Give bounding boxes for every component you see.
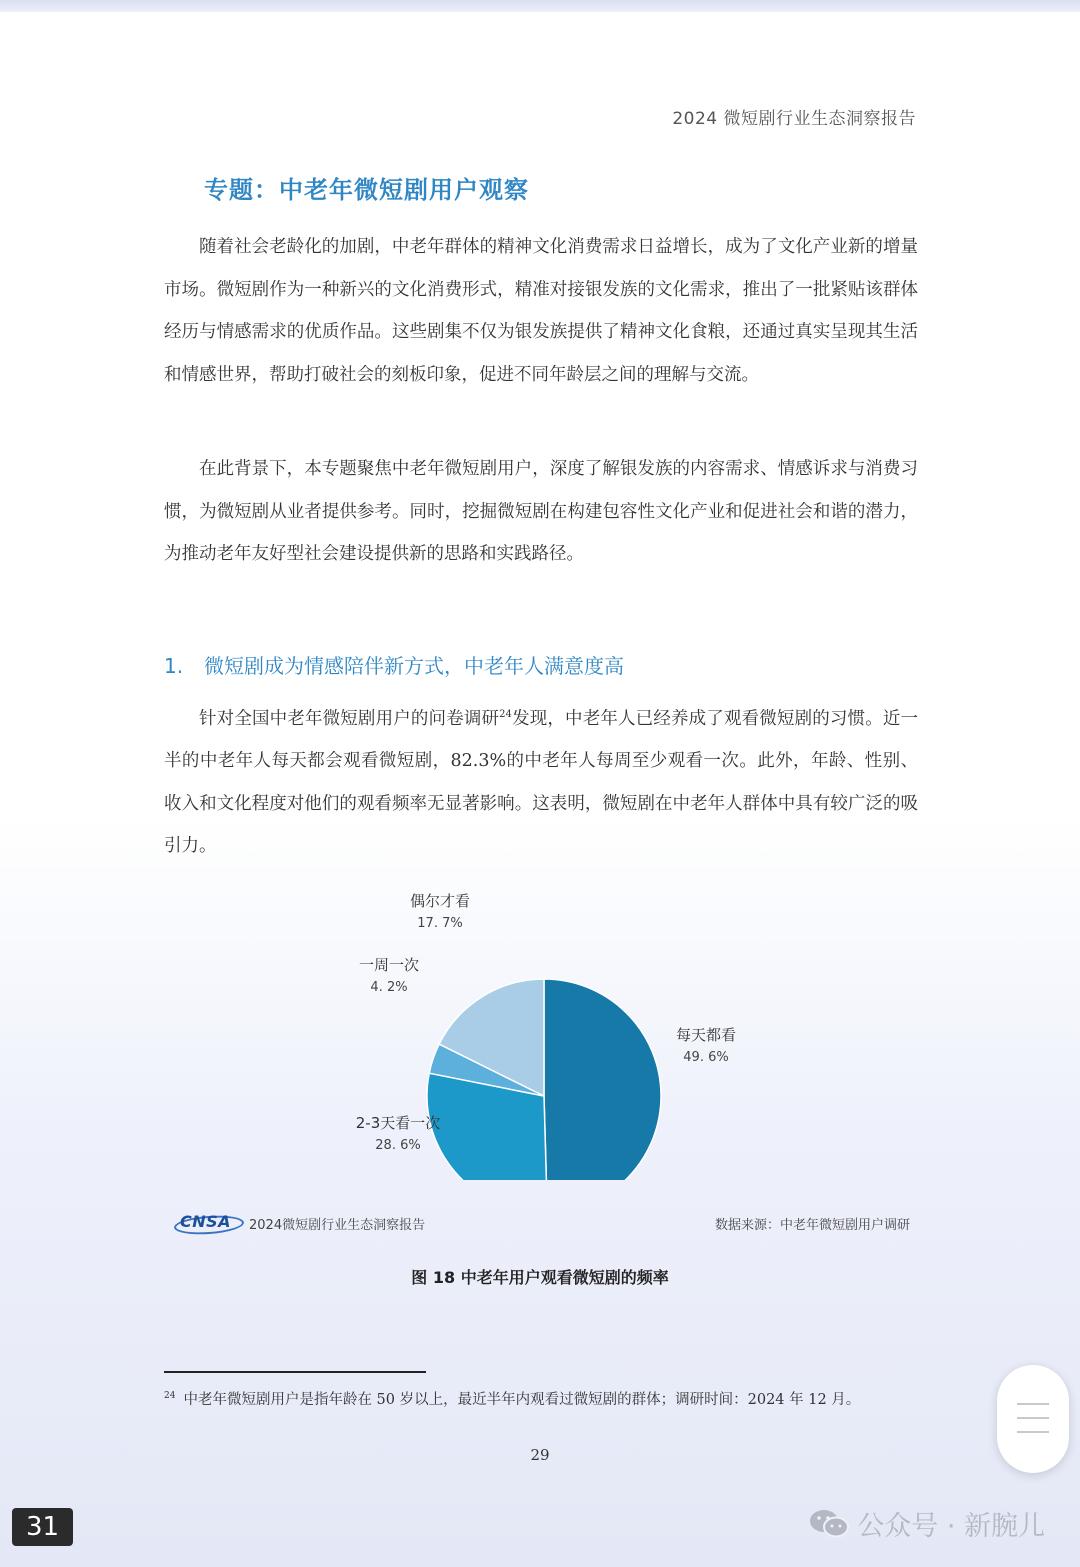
slice-daily [544, 979, 661, 1180]
page-number: 29 [530, 1446, 550, 1464]
menu-icon-bar [1017, 1431, 1049, 1433]
watermark [809, 1504, 1045, 1543]
pie-label-value: 49. 6% [683, 1050, 729, 1065]
menu-float-button[interactable] [997, 1365, 1069, 1473]
footnote-divider [164, 1371, 426, 1373]
section-title: 微短剧成为情感陪伴新方式，中老年人满意度高 [204, 654, 624, 678]
source-report-name: 2024微短剧行业生态洞察报告 [249, 1218, 426, 1233]
viewer-page-badge: 31 [12, 1508, 73, 1546]
menu-icon-bar [1017, 1417, 1049, 1419]
watermark-text: 公众号 · 新腕儿 [857, 1511, 1045, 1542]
running-header: 2024 微短剧行业生态洞察报告 [672, 109, 916, 129]
intro-paragraph-1: 随着社会老龄化的加剧，中老年群体的精神文化消费需求日益增长，成为了文化产业新的增量市场。微短剧作为一种新兴的文化消费形式，精准对接银发族的文化需求，推出了一批紧贴该群体经历与情感需求的优质作品。这些剧集不仅为银发族提供了精神文化食粮，还通过真实呈现其生活和情感世界，帮助打破社会的刻板印象，促进不同年龄层之间的理解与交流。 [164, 237, 918, 385]
topic-title: 专题：中老年微短剧用户观察 [204, 176, 529, 204]
footnote [164, 1386, 894, 1411]
cnsa-logo: CNSA [180, 1212, 232, 1231]
figure-caption: 图 18 中老年用户观看微短剧的频率 [411, 1268, 669, 1287]
pie-label-value: 4. 2% [370, 980, 408, 995]
frequency-pie-chart [340, 890, 760, 1180]
figure-source-row [180, 1212, 910, 1236]
footnote-reference[interactable]: 24 [499, 709, 512, 720]
menu-icon-bar [1017, 1403, 1049, 1405]
data-source: 数据来源：中老年微短剧用户调研 [714, 1218, 910, 1233]
section-paragraph-rest: 发现，中老年人已经养成了观看微短剧的习惯。近一半的中老年人每天都会观看微短剧，82.3%的中老年人每周至少观看一次。此外，年龄、性别、收入和文化程度对他们的观看频率无显著影响。这表明，微短剧在中老年人群体中具有较广泛的吸引力。 [164, 708, 919, 857]
pie-label-value: 28. 6% [375, 1138, 421, 1153]
pie-label-category: 一周一次 [358, 956, 420, 974]
pie-label-category: 偶尔才看 [409, 892, 471, 910]
pie-label-category: 每天都看 [675, 1026, 737, 1044]
pie-label-value: 17. 7% [417, 916, 463, 931]
footnote-text: 中老年微短剧用户是指年龄在 50 岁以上，最近半年内观看过微短剧的群体；调研时间：2024 年 12 月。 [183, 1391, 861, 1408]
wechat-icon [809, 1508, 849, 1540]
top-band [0, 0, 1080, 12]
section-paragraph-lead: 针对全国中老年微短剧用户的问卷调研 [199, 708, 500, 729]
pie-label-category: 2-3天看一次 [355, 1114, 441, 1132]
footnote-marker: 24 [164, 1391, 176, 1401]
section-number: 1. [164, 654, 184, 678]
intro-paragraph-2: 在此背景下，本专题聚焦中老年微短剧用户，深度了解银发族的内容需求、情感诉求与消费习惯，为微短剧从业者提供参考。同时，挖掘微短剧在构建包容性文化产业和促进社会和谐的潜力，为推动老年友好型社会建设提供新的思路和实践路径。 [164, 459, 918, 564]
section-heading [164, 650, 624, 679]
section-paragraph [164, 694, 918, 868]
